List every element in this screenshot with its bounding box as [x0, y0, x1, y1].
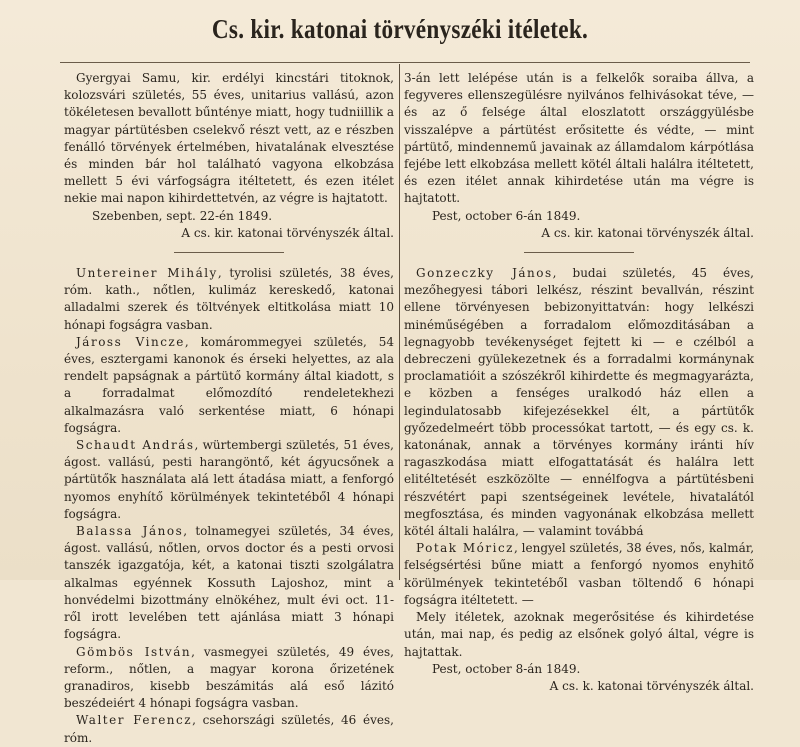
verdict-potak	[404, 540, 754, 609]
verdict-gyergyai: Gyergyai Samu, kir. erdélyi kincstári titoknok, kolozsvári születés, 55 éves, unitarius vallású, azon tökéletesen bevallott bűnténye miatt, hogy tudniillik a magyar pártütésben cselekvő részt vett, az e részben fenálló törvények értelmében, hivatalának elvesztése és minden bár hol található vagyona elkobzása mellett 5 évi várfogságra itéltetett, és ezen itélet nekie mai napon kihirdettetvén, az végre is hajtatott.	[64, 71, 394, 206]
verdict-continued: 3-án lett lelépése után is a felkelők soraiba állva, a fegyveres ellenszegülésre nyilvános felhivásokat téve, — és az ő felsége által eloszlatott országgyülésbe visszalépve a pártütést erősitette és védte, — mint pártütő, mindennemű javainak az államdalom kárpótlása fejébe lett elkobzása mellett kötél általi halálra itéltetett, és ezen itélet annak kihirdetése után ma végre is hajtatott.	[404, 71, 754, 206]
verdict-walter	[64, 712, 394, 746]
defendant-name: Gömbös István	[76, 644, 192, 659]
verdict-jaross	[64, 334, 394, 437]
court-signature: A cs. kir. katonai törvényszék által.	[181, 225, 394, 240]
defendant-name: Potak Móricz	[416, 541, 515, 556]
verdict-text: , tolnamegyei születés, 34 éves, ágost. vallású, nőtlen, orvos doctor és a pesti orvosi tanszék igazgatója, két, a katonai tiszti szolgálatra alkalmas egyénnek Kossuth Lajoshoz, mint a honvédelmi bizottmány elnökéhez, mult évi oct. 11-ről irott levelében tett ajánlása miatt 3 hónapi fogságra.	[64, 524, 394, 642]
verdict-gombos	[64, 644, 394, 713]
section-separator	[524, 252, 634, 253]
dateline-pest-oct6: Pest, october 6-án 1849.	[432, 208, 581, 223]
section-separator	[174, 252, 284, 253]
verdict-text: , lengyel születés, 38 éves, nős, kalmár, felségsértési bűne miatt a fenforgó nyomos enyhitő körülmények tekintetéből vasban töltendő 6 hónapi fogságra itéltetett. —	[404, 541, 755, 607]
defendant-name: Walter Ferencz	[76, 713, 193, 728]
column-divider	[399, 64, 400, 580]
verdict-gonzeczky	[404, 265, 754, 540]
verdict-text: , budai születés, 45 éves, mezőhegyesi tábori lelkész, részint bevallván, részint ellene törvényesen bebizonyittatván: hogy lelkészi minéműségében a forradalom előmozditásában a legnagyobb tevékenységet fejtett ki — e czélból a debreczeni gyülekezetnek és a forradalmi kormánynak proclamatióit a szószékről kihirdette és megmagyarázta, e közben a fenséges uralkodó ház ellen a legindulatosabb kifejezésekkel élt, a pártütők győzedelmeért több processókat tartott, — és egy cs. k. katonának, annak a törvényes kormány iránti hív ragaszkodása miatt elfogattatását és halálra lett elitéltetését eszközölte — ennélfogva a pártütésbeni részvétért papi szentségeinek levétele, hivatalától megfosztása, és minden vagyonának elkobzása mellett kötél általi halálra, — valamint továbbá	[404, 266, 754, 539]
verdict-text: , vasmegyei születés, 49 éves, reform., nőtlen, a magyar korona őrizetének granadiros, kisebb beszámitás alá eső lázitó beszédeiért 4 hónapi fogságra vasban.	[64, 644, 394, 711]
right-column	[404, 70, 754, 695]
defendant-name: Balassa János	[76, 524, 184, 539]
verdict-text: , tyrolisi születés, 38 éves, róm. kath., nőtlen, kulimáz kereskedő, katonai alladalmi szerek és töltvények eltitkolása miatt 10 hónapi fogságra vasban.	[64, 266, 394, 332]
closing-statement: Mely itéletek, azoknak megerősitése és kihirdetése után, mai nap, és pedig az elsőnek golyó által, végre is hajtattak.	[404, 610, 754, 659]
dateline-szeben: Szebenben, sept. 22-én 1849.	[92, 208, 273, 223]
court-signature-final: A cs. k. katonai törvényszék által.	[549, 678, 754, 693]
defendant-name: Schaudt András	[76, 438, 195, 453]
title-rule	[60, 62, 750, 63]
left-column	[64, 70, 394, 747]
defendant-name: Jáross Vincze	[76, 334, 185, 349]
dateline-pest-oct8: Pest, october 8-án 1849.	[432, 661, 581, 676]
page-title: Cs. kir. katonai törvényszéki itéletek.	[211, 14, 589, 44]
verdict-text: , komárommegyei születés, 54 éves, esztergami kanonok és érseki helyettes, az ala rendelt papságnak a pártütő kormány által kiadott, s a forradalmat előmozdító rendeletekhezi alkalmazásra való serkentése miatt, 6 hónapi fogságra.	[64, 334, 394, 435]
verdict-schaudt	[64, 437, 394, 523]
verdict-text: , würtembergi születés, 51 éves, ágost. vallású, pesti harangöntő, két ágyucsőnek a pártütők használata alá lett átadása miatt, a fenforgó nyomos enyhítő körülmények tekintetéből 4 hónapi fogságra.	[64, 438, 394, 521]
verdict-untereiner	[64, 265, 394, 334]
defendant-name: Gonzeczky János	[416, 266, 553, 281]
verdict-balassa	[64, 523, 394, 643]
verdict-text: , csehországi születés, 46 éves, róm.	[64, 713, 394, 745]
court-signature: A cs. kir. katonai törvényszék által.	[541, 225, 754, 240]
defendant-name: Untereiner Mihály	[76, 266, 218, 281]
